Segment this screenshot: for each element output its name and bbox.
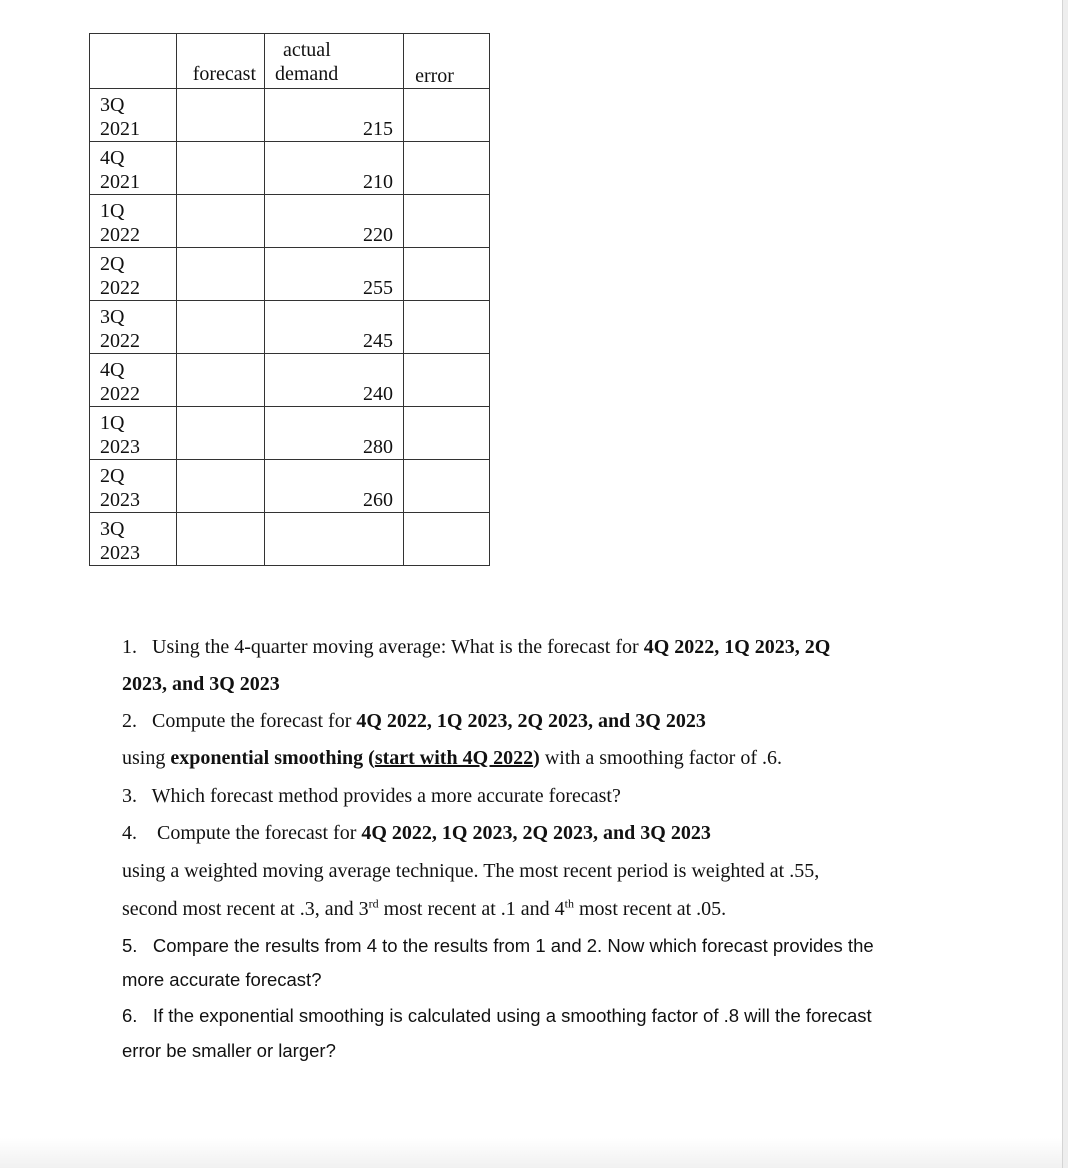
header-error: error [404,34,490,89]
table-row [90,195,490,248]
period-cell: 4Q 2022 [90,354,177,407]
forecast-cell [177,354,265,407]
period-cell: 1Q 2022 [90,195,177,248]
error-cell [404,407,490,460]
error-cell [404,248,490,301]
demand-table [89,33,490,566]
error-cell [404,89,490,142]
page-bottom-shadow [0,1138,1062,1168]
actual-demand-cell: 215 [265,89,404,142]
forecast-cell [177,407,265,460]
page-edge [1062,0,1068,1168]
question-5-continued: more accurate forecast? [122,969,322,990]
actual-demand-cell: 210 [265,142,404,195]
error-cell [404,460,490,513]
question-1: 1. Using the 4-quarter moving average: What is the forecast for 4Q 2022, 1Q 2023, 2Q [122,636,831,658]
question-2: 2. Compute the forecast for 4Q 2022, 1Q 2023, 2Q 2023, and 3Q 2023 [122,710,706,732]
table-row [90,407,490,460]
actual-demand-cell: 280 [265,407,404,460]
question-2-continued: using exponential smoothing (start with 4Q 2022) with a smoothing factor of .6. [122,747,782,769]
question-4-line-3: second most recent at .3, and 3rd most recent at .1 and 4th most recent at .05. [122,896,727,920]
error-cell [404,301,490,354]
forecast-cell [177,89,265,142]
actual-demand-cell [265,513,404,566]
forecast-cell [177,248,265,301]
period-cell: 2Q 2023 [90,460,177,513]
header-period [90,34,177,89]
period-cell: 2Q 2022 [90,248,177,301]
table-header-row [90,34,490,89]
actual-demand-cell: 240 [265,354,404,407]
period-cell: 4Q 2021 [90,142,177,195]
forecast-cell [177,142,265,195]
forecast-cell [177,460,265,513]
table-row [90,460,490,513]
period-cell: 1Q 2023 [90,407,177,460]
actual-demand-cell: 245 [265,301,404,354]
table-row [90,142,490,195]
error-cell [404,195,490,248]
header-forecast: forecast [177,34,265,89]
table-row [90,301,490,354]
table-row [90,513,490,566]
question-4: 4. Compute the forecast for 4Q 2022, 1Q 2023, 2Q 2023, and 3Q 2023 [122,822,711,844]
actual-demand-cell: 220 [265,195,404,248]
question-3: 3. Which forecast method provides a more accurate forecast? [122,785,621,807]
actual-demand-cell: 260 [265,460,404,513]
table-row [90,354,490,407]
forecast-cell [177,195,265,248]
question-5: 5. Compare the results from 4 to the results from 1 and 2. Now which forecast provides the [122,935,874,956]
table-row [90,248,490,301]
table-row [90,89,490,142]
question-1-continued: 2023, and 3Q 2023 [122,673,280,695]
question-6-continued: error be smaller or larger? [122,1040,336,1061]
actual-demand-cell: 255 [265,248,404,301]
header-actual-demand: actual demand [265,34,404,89]
period-cell: 3Q 2023 [90,513,177,566]
question-6: 6. If the exponential smoothing is calculated using a smoothing factor of .8 will the forecast [122,1005,872,1026]
period-cell: 3Q 2021 [90,89,177,142]
period-cell: 3Q 2022 [90,301,177,354]
error-cell [404,142,490,195]
error-cell [404,513,490,566]
question-4-line-2: using a weighted moving average technique. The most recent period is weighted at .55, [122,860,820,882]
forecast-cell [177,513,265,566]
error-cell [404,354,490,407]
forecast-cell [177,301,265,354]
